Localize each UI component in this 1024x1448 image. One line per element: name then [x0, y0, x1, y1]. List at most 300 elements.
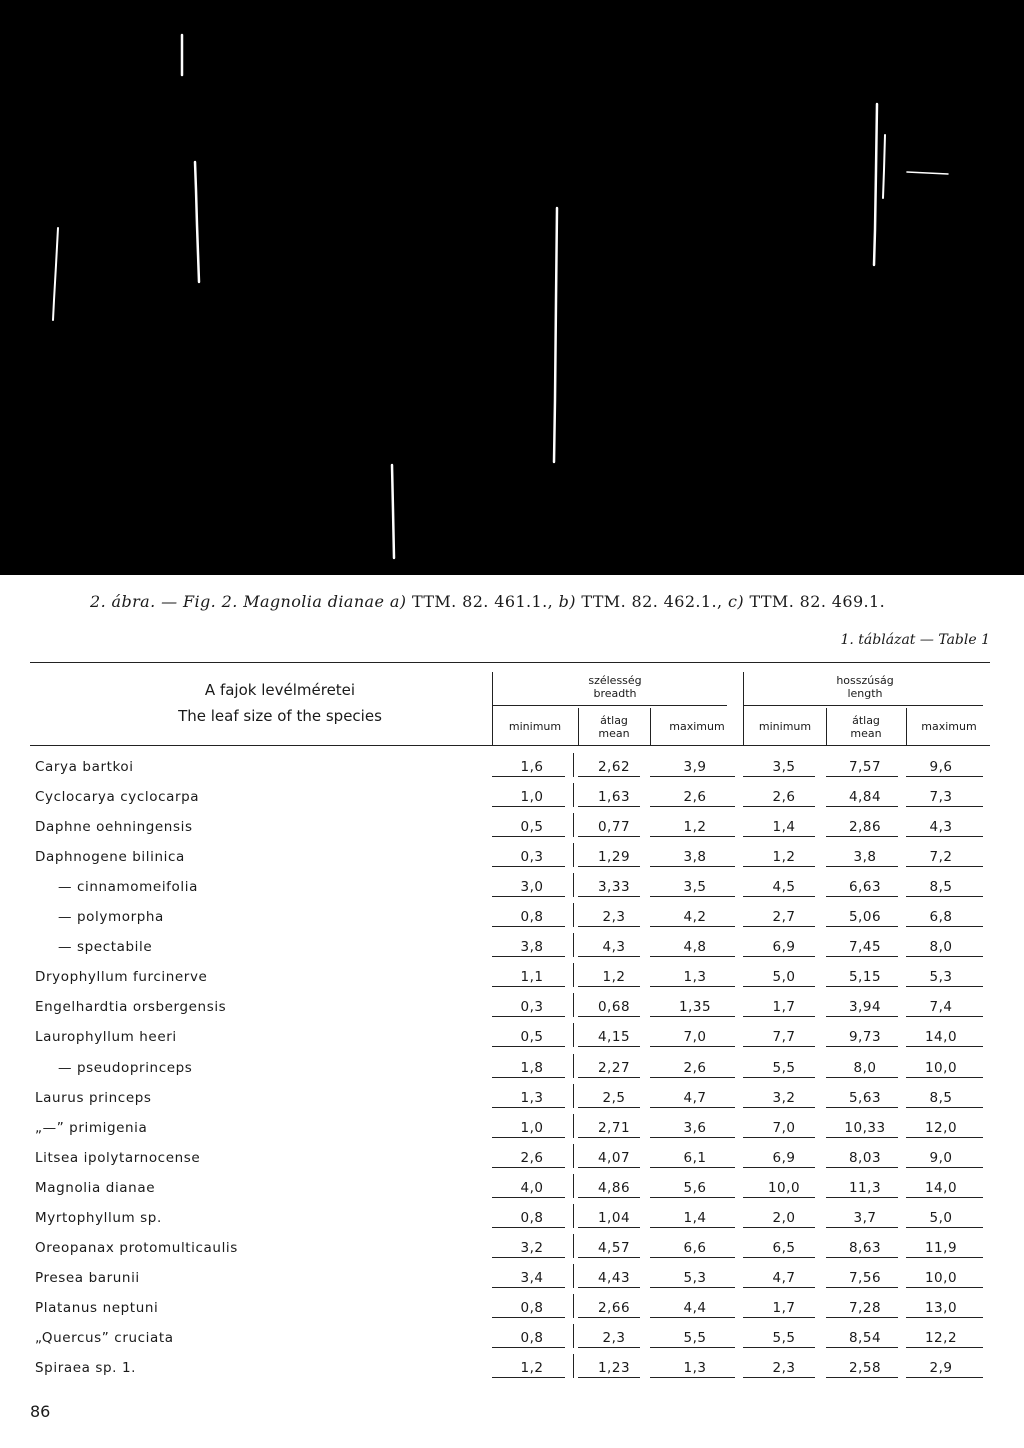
table-cell: 0,3	[520, 999, 544, 1016]
table-row	[0, 1234, 1024, 1264]
table-cell: 1,3	[683, 969, 707, 986]
row-rule	[826, 1377, 898, 1378]
row-rule	[906, 896, 983, 897]
table-cell: 14,0	[924, 1029, 958, 1046]
table-cell: 0,8	[520, 1209, 544, 1226]
table-cell: 4,86	[597, 1179, 631, 1196]
table-cell: 3,8	[683, 849, 707, 866]
table-cell: 4,84	[848, 789, 882, 806]
table-cell: 5,3	[683, 1269, 707, 1286]
row-rule	[826, 1347, 898, 1348]
group-divider	[573, 1264, 574, 1288]
row-rule	[492, 986, 565, 987]
row-rule	[578, 1016, 640, 1017]
species-name: Daphnogene bilinica	[35, 849, 185, 866]
table-cell: 7,56	[848, 1269, 882, 1286]
caption-a-label: a)	[389, 592, 407, 611]
table-cell: 8,0	[929, 939, 953, 956]
row-rule	[650, 896, 735, 897]
group-divider	[573, 903, 574, 927]
table-cell: 3,2	[772, 1089, 796, 1106]
row-rule	[826, 1077, 898, 1078]
table-cell: 2,58	[848, 1360, 882, 1376]
row-rule	[743, 866, 815, 867]
caption-c-text: TTM. 82. 469.1.	[749, 592, 886, 611]
row-rule	[743, 1287, 815, 1288]
row-rule	[743, 1167, 815, 1168]
table-cell: 3,94	[848, 999, 882, 1016]
species-name: Platanus neptuni	[35, 1299, 159, 1316]
table-cell: 2,27	[597, 1059, 631, 1076]
table-cell: 5,15	[848, 969, 882, 986]
row-rule	[650, 806, 735, 807]
table-cell: 1,35	[678, 999, 712, 1016]
row-rule	[826, 896, 898, 897]
row-rule	[743, 1257, 815, 1258]
table-cell: 1,7	[772, 999, 796, 1016]
figure-caption	[90, 592, 885, 611]
row-rule	[578, 1287, 640, 1288]
group-divider	[573, 1144, 574, 1168]
row-rule	[650, 1257, 735, 1258]
table-cell: 0,8	[520, 1299, 544, 1316]
row-rule	[743, 806, 815, 807]
table-cell: 6,63	[848, 879, 882, 896]
row-rule	[743, 776, 815, 777]
row-rule	[906, 926, 983, 927]
caption-species: Magnolia dianae	[243, 592, 385, 611]
table-cell: 0,77	[597, 819, 631, 836]
row-rule	[492, 1046, 565, 1047]
column-header-length-mean	[828, 714, 904, 740]
row-rule	[650, 1016, 735, 1017]
row-rule	[492, 926, 565, 927]
group-divider	[573, 1174, 574, 1198]
table-cell: 2,6	[683, 789, 707, 806]
table-row	[0, 753, 1024, 783]
table-cell: 3,8	[520, 939, 544, 956]
table-cell: 6,9	[772, 939, 796, 956]
row-rule	[578, 1046, 640, 1047]
table-row	[0, 873, 1024, 903]
species-name: Myrtophyllum sp.	[35, 1209, 162, 1226]
table-cell: 4,7	[772, 1269, 796, 1286]
row-rule	[650, 1227, 735, 1228]
table-cell: 7,2	[929, 849, 953, 866]
group-divider	[573, 1084, 574, 1108]
table-title-hungarian: A fajok levélméretei	[204, 681, 356, 699]
table-cell: 7,0	[683, 1029, 707, 1046]
table-cell: 2,6	[772, 789, 796, 806]
table-cell: 3,2	[520, 1239, 544, 1256]
species-name: — spectabile	[58, 939, 153, 956]
table-cell: 12,0	[924, 1119, 958, 1136]
row-rule	[650, 1197, 735, 1198]
length-header-en: length	[847, 687, 883, 700]
row-rule	[578, 956, 640, 957]
table-cell: 14,0	[924, 1179, 958, 1196]
row-rule	[578, 1257, 640, 1258]
row-rule	[826, 866, 898, 867]
table-cell: 10,0	[767, 1179, 801, 1196]
row-rule	[826, 1197, 898, 1198]
table-cell: 5,06	[848, 909, 882, 926]
table-row	[0, 1084, 1024, 1114]
row-rule	[492, 1227, 565, 1228]
table-cell: 5,3	[929, 969, 953, 986]
row-rule	[650, 836, 735, 837]
table-cell: 13,0	[924, 1299, 958, 1316]
table-cell: 0,5	[520, 1029, 544, 1046]
row-rule	[650, 1317, 735, 1318]
row-rule	[492, 1287, 565, 1288]
table-cell: 8,03	[848, 1149, 882, 1166]
row-rule	[492, 1107, 565, 1108]
row-rule	[743, 1227, 815, 1228]
table-cell: 7,0	[772, 1119, 796, 1136]
group-divider	[573, 753, 574, 777]
caption-b-label: b)	[558, 592, 576, 611]
row-rule	[826, 1016, 898, 1017]
row-rule	[743, 956, 815, 957]
table-row	[0, 1174, 1024, 1204]
row-rule	[492, 1197, 565, 1198]
table-cell: 2,6	[683, 1059, 707, 1076]
row-rule	[578, 1317, 640, 1318]
table-cell: 2,86	[848, 819, 882, 836]
table-cell: 2,5	[602, 1089, 626, 1106]
row-rule	[826, 1046, 898, 1047]
table-cell: 1,3	[520, 1089, 544, 1106]
caption-b-text: TTM. 82. 462.1.,	[581, 592, 723, 611]
table-row	[0, 963, 1024, 993]
row-rule	[906, 806, 983, 807]
table-cell: 9,73	[848, 1029, 882, 1046]
row-rule	[492, 1347, 565, 1348]
species-name: Cyclocarya cyclocarpa	[35, 789, 200, 806]
row-rule	[578, 986, 640, 987]
row-rule	[826, 986, 898, 987]
species-name: — cinnamomeifolia	[58, 879, 198, 896]
row-rule	[650, 956, 735, 957]
row-rule	[743, 926, 815, 927]
table-cell: 4,4	[683, 1299, 707, 1316]
row-rule	[906, 836, 983, 837]
table-cell: 4,57	[597, 1239, 631, 1256]
table-row	[0, 1354, 1024, 1384]
table-cell: 1,0	[520, 1119, 544, 1136]
species-name: Presea barunii	[35, 1269, 140, 1286]
table-cell: 12,2	[924, 1329, 958, 1346]
row-rule	[650, 776, 735, 777]
row-rule	[650, 1137, 735, 1138]
row-rule	[826, 1287, 898, 1288]
table-cell: 6,9	[772, 1149, 796, 1166]
row-rule	[650, 1167, 735, 1168]
group-divider	[573, 993, 574, 1017]
row-rule	[578, 896, 640, 897]
table-cell: 1,23	[597, 1360, 631, 1376]
row-rule	[826, 1137, 898, 1138]
length-group-header	[815, 674, 915, 700]
table-cell: 4,3	[929, 819, 953, 836]
table-top-rule	[30, 662, 990, 663]
table-cell: 8,5	[929, 1089, 953, 1106]
species-name: „Quercus” cruciata	[35, 1329, 174, 1346]
table-row	[0, 933, 1024, 963]
table-cell: 0,8	[520, 909, 544, 926]
breadth-header-hu: szélesség	[588, 674, 642, 687]
table-cell: 7,3	[929, 789, 953, 806]
table-cell: 1,2	[520, 1360, 544, 1376]
group-divider	[573, 1294, 574, 1318]
species-name: Carya bartkoi	[35, 759, 134, 775]
row-rule	[492, 836, 565, 837]
table-cell: 6,5	[772, 1239, 796, 1256]
row-rule	[578, 926, 640, 927]
table-row	[0, 1324, 1024, 1354]
group-divider	[573, 933, 574, 957]
row-rule	[650, 986, 735, 987]
table-cell: 3,4	[520, 1269, 544, 1286]
row-rule	[578, 1377, 640, 1378]
column-divider	[650, 708, 651, 745]
column-divider	[906, 708, 907, 745]
species-name: „—” primigenia	[35, 1119, 148, 1136]
caption-prefix: 2. ábra. — Fig. 2.	[90, 592, 238, 611]
row-rule	[650, 926, 735, 927]
row-rule	[743, 896, 815, 897]
row-rule	[492, 1167, 565, 1168]
row-rule	[743, 1046, 815, 1047]
table-cell: 9,0	[929, 1149, 953, 1166]
table-cell: 2,3	[602, 909, 626, 926]
header-bottom-rule	[30, 745, 990, 746]
row-rule	[650, 1046, 735, 1047]
table-cell: 0,3	[520, 849, 544, 866]
table-cell: 0,8	[520, 1329, 544, 1346]
row-rule	[826, 1167, 898, 1168]
row-rule	[650, 1107, 735, 1108]
table-cell: 2,71	[597, 1119, 631, 1136]
table-cell: 4,3	[602, 939, 626, 956]
table-cell: 0,5	[520, 819, 544, 836]
row-rule	[743, 986, 815, 987]
table-cell: 11,3	[848, 1179, 882, 1196]
table-cell: 10,0	[924, 1059, 958, 1076]
table-cell: 4,2	[683, 909, 707, 926]
table-cell: 4,07	[597, 1149, 631, 1166]
row-rule	[650, 1377, 735, 1378]
table-row	[0, 1294, 1024, 1324]
table-row	[0, 1204, 1024, 1234]
row-rule	[578, 806, 640, 807]
mean-label-en: mean	[850, 727, 882, 740]
row-rule	[906, 866, 983, 867]
row-rule	[492, 1077, 565, 1078]
row-rule	[826, 1107, 898, 1108]
row-rule	[826, 956, 898, 957]
table-cell: 8,5	[929, 879, 953, 896]
species-name: Oreopanax protomulticaulis	[35, 1239, 238, 1256]
row-rule	[906, 776, 983, 777]
table-row	[0, 1023, 1024, 1053]
row-rule	[743, 836, 815, 837]
page-number: 86	[30, 1402, 51, 1421]
row-rule	[650, 1347, 735, 1348]
table-cell: 2,0	[772, 1209, 796, 1226]
table-row	[0, 993, 1024, 1023]
species-name: Laurus princeps	[35, 1089, 152, 1106]
row-rule	[906, 1137, 983, 1138]
table-cell: 1,6	[520, 759, 544, 775]
table-cell: 1,7	[772, 1299, 796, 1316]
table-cell: 7,57	[848, 759, 882, 775]
table-cell: 8,0	[853, 1059, 877, 1076]
table-cell: 1,3	[683, 1360, 707, 1376]
row-rule	[492, 1137, 565, 1138]
row-rule	[650, 1287, 735, 1288]
caption-a-text: TTM. 82. 461.1.,	[411, 592, 554, 611]
table-cell: 11,9	[924, 1239, 958, 1256]
breadth-group-header	[570, 674, 660, 700]
table-cell: 5,5	[772, 1329, 796, 1346]
row-rule	[578, 1077, 640, 1078]
group-divider	[573, 1234, 574, 1258]
table-cell: 4,5	[772, 879, 796, 896]
table-cell: 1,2	[772, 849, 796, 866]
row-rule	[906, 956, 983, 957]
row-rule	[906, 1016, 983, 1017]
mean-label-hu: átlag	[600, 714, 628, 727]
species-name: Litsea ipolytarnocense	[35, 1149, 201, 1166]
species-name: — polymorpha	[58, 909, 164, 926]
species-name: Engelhardtia orsbergensis	[35, 999, 227, 1016]
table-title-english: The leaf size of the species	[178, 707, 382, 725]
table-row	[0, 1144, 1024, 1174]
group-divider	[573, 1054, 574, 1078]
row-rule	[906, 1287, 983, 1288]
table-cell: 3,33	[597, 879, 631, 896]
table-row	[0, 813, 1024, 843]
breadth-group-rule	[492, 705, 727, 706]
row-rule	[826, 926, 898, 927]
table-cell: 4,7	[683, 1089, 707, 1106]
table-cell: 1,4	[772, 819, 796, 836]
species-name: Spiraea sp. 1.	[35, 1360, 137, 1376]
row-rule	[826, 836, 898, 837]
group-divider	[573, 1114, 574, 1138]
row-rule	[492, 776, 565, 777]
table-cell: 7,28	[848, 1299, 882, 1316]
row-rule	[650, 1077, 735, 1078]
row-rule	[578, 1227, 640, 1228]
row-rule	[578, 776, 640, 777]
table-cell: 6,8	[929, 909, 953, 926]
row-rule	[492, 806, 565, 807]
table-cell: 1,0	[520, 789, 544, 806]
table-row	[0, 1114, 1024, 1144]
table-cell: 3,7	[853, 1209, 877, 1226]
table-cell: 8,63	[848, 1239, 882, 1256]
table-cell: 3,8	[853, 849, 877, 866]
row-rule	[906, 1317, 983, 1318]
table-cell: 2,6	[520, 1149, 544, 1166]
table-cell: 9,6	[929, 759, 953, 775]
group-divider	[573, 1324, 574, 1348]
row-rule	[743, 1016, 815, 1017]
table-cell: 5,6	[683, 1179, 707, 1196]
group-divider	[573, 843, 574, 867]
column-divider	[492, 672, 493, 745]
row-rule	[492, 1016, 565, 1017]
row-rule	[743, 1197, 815, 1198]
row-rule	[492, 866, 565, 867]
row-rule	[743, 1347, 815, 1348]
table-cell: 4,0	[520, 1179, 544, 1196]
table-cell: 1,04	[597, 1209, 631, 1226]
table-row	[0, 1264, 1024, 1294]
row-rule	[826, 1227, 898, 1228]
row-rule	[492, 1317, 565, 1318]
column-divider	[743, 672, 744, 745]
row-rule	[906, 1077, 983, 1078]
row-rule	[492, 1257, 565, 1258]
table-cell: 5,0	[772, 969, 796, 986]
mean-label-en: mean	[598, 727, 630, 740]
mean-label-hu: átlag	[852, 714, 880, 727]
group-divider	[573, 1204, 574, 1228]
species-name: Magnolia dianae	[35, 1179, 156, 1196]
table-cell: 1,29	[597, 849, 631, 866]
table-cell: 2,66	[597, 1299, 631, 1316]
row-rule	[578, 1347, 640, 1348]
table-cell: 2,3	[772, 1360, 796, 1376]
table-row	[0, 903, 1024, 933]
row-rule	[906, 1347, 983, 1348]
row-rule	[826, 1317, 898, 1318]
row-rule	[492, 896, 565, 897]
group-divider	[573, 813, 574, 837]
table-row	[0, 843, 1024, 873]
species-name: Daphne oehningensis	[35, 819, 193, 836]
row-rule	[650, 866, 735, 867]
row-rule	[743, 1137, 815, 1138]
row-rule	[578, 836, 640, 837]
row-rule	[826, 776, 898, 777]
table-cell: 3,0	[520, 879, 544, 896]
row-rule	[906, 1167, 983, 1168]
table-row	[0, 1054, 1024, 1084]
column-header-breadth-mean	[580, 714, 648, 740]
row-rule	[578, 866, 640, 867]
row-rule	[906, 1107, 983, 1108]
table-cell: 0,68	[597, 999, 631, 1016]
row-rule	[578, 1107, 640, 1108]
table-cell: 5,5	[772, 1059, 796, 1076]
row-rule	[826, 806, 898, 807]
table-cell: 8,54	[848, 1329, 882, 1346]
table-cell: 5,63	[848, 1089, 882, 1106]
table-cell: 4,43	[597, 1269, 631, 1286]
table-cell: 1,2	[602, 969, 626, 986]
column-header-length-maximum: maximum	[921, 720, 977, 733]
table-cell: 2,3	[602, 1329, 626, 1346]
column-divider	[578, 708, 579, 745]
table-cell: 4,15	[597, 1029, 631, 1046]
table-cell: 5,5	[683, 1329, 707, 1346]
species-name: Dryophyllum furcinerve	[35, 969, 208, 986]
